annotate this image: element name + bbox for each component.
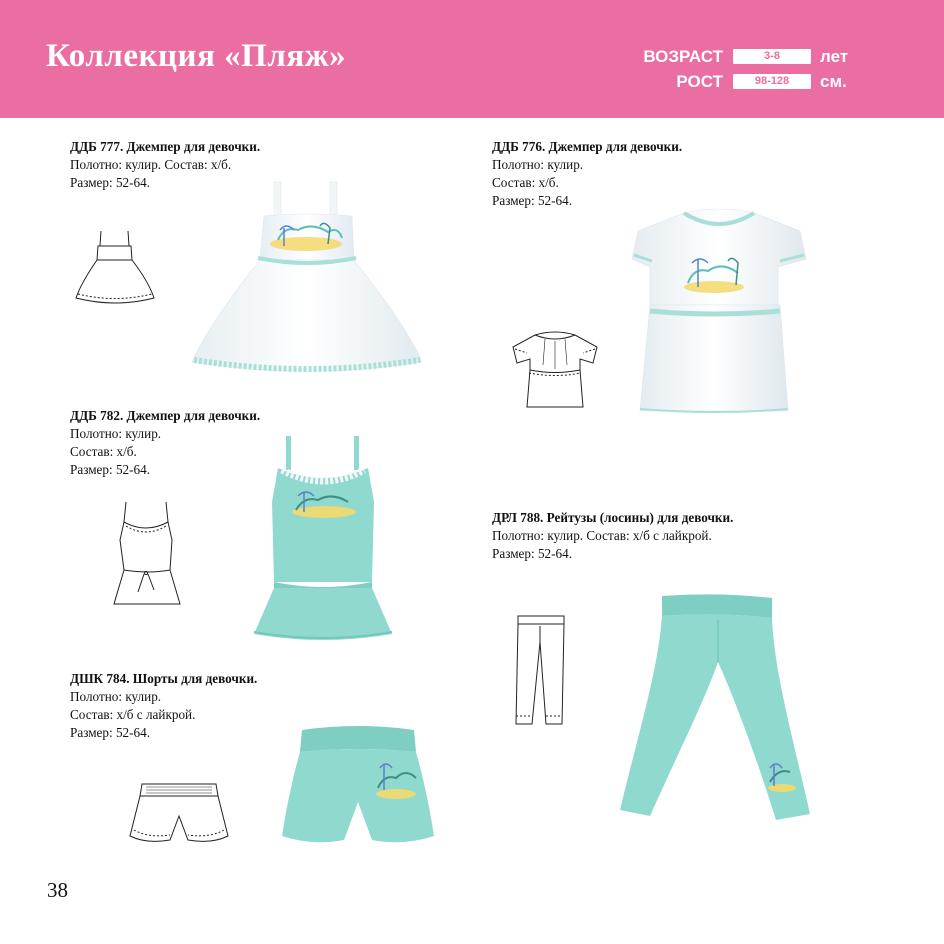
product-detail: Состав: х/б.	[70, 444, 137, 459]
product-detail: Размер: 52-64.	[70, 462, 151, 477]
product-detail: Размер: 52-64.	[70, 175, 151, 190]
product-dshk784	[70, 670, 257, 742]
blouse-photo	[628, 205, 810, 417]
dress-sketch	[70, 228, 160, 308]
product-name: ДШК 784. Шорты для девочки.	[70, 671, 258, 686]
shorts-sketch	[126, 780, 232, 848]
page-title: Коллекция «Пляж»	[46, 38, 347, 74]
product-detail: Размер: 52-64.	[70, 725, 151, 740]
product-name: ДДБ 776. Джемпер для девочки.	[492, 139, 683, 154]
height-unit: см.	[820, 72, 847, 91]
header-banner	[0, 0, 944, 118]
product-detail: Полотно: кулир.	[70, 689, 162, 704]
product-detail: Состав: х/б.	[492, 175, 559, 190]
shorts-photo	[278, 720, 438, 848]
leggings-sketch	[510, 612, 572, 728]
page-number: 38	[47, 878, 68, 902]
age-row	[600, 47, 850, 67]
product-detail: Полотно: кулир.	[70, 426, 162, 441]
height-value: 98-128	[733, 74, 811, 89]
product-detail: Полотно: кулир. Состав: х/б с лайкрой.	[492, 528, 712, 543]
product-detail: Состав: х/б с лайкрой.	[70, 707, 196, 722]
product-drl788	[492, 509, 733, 563]
product-detail: Полотно: кулир.	[492, 157, 584, 172]
height-row	[600, 72, 850, 92]
product-name: ДРЛ 788. Рейтузы (лосины) для девочки.	[492, 510, 734, 525]
blouse-sketch	[505, 325, 605, 415]
age-value: 3-8	[733, 49, 811, 64]
height-label: РОСТ	[676, 72, 723, 91]
age-label: ВОЗРАСТ	[643, 47, 723, 66]
product-name: ДДБ 782. Джемпер для девочки.	[70, 408, 261, 423]
leggings-photo	[618, 592, 814, 824]
camisole-sketch	[108, 500, 188, 608]
product-name: ДДБ 777. Джемпер для девочки.	[70, 139, 261, 154]
age-unit: лет	[820, 47, 849, 66]
product-ddb776	[492, 138, 682, 210]
product-ddb782	[70, 407, 260, 479]
dress-photo	[188, 180, 428, 380]
tunic-photo	[248, 432, 398, 642]
product-detail: Размер: 52-64.	[492, 193, 573, 208]
product-detail: Размер: 52-64.	[492, 546, 573, 561]
product-detail: Полотно: кулир. Состав: х/б.	[70, 157, 232, 172]
